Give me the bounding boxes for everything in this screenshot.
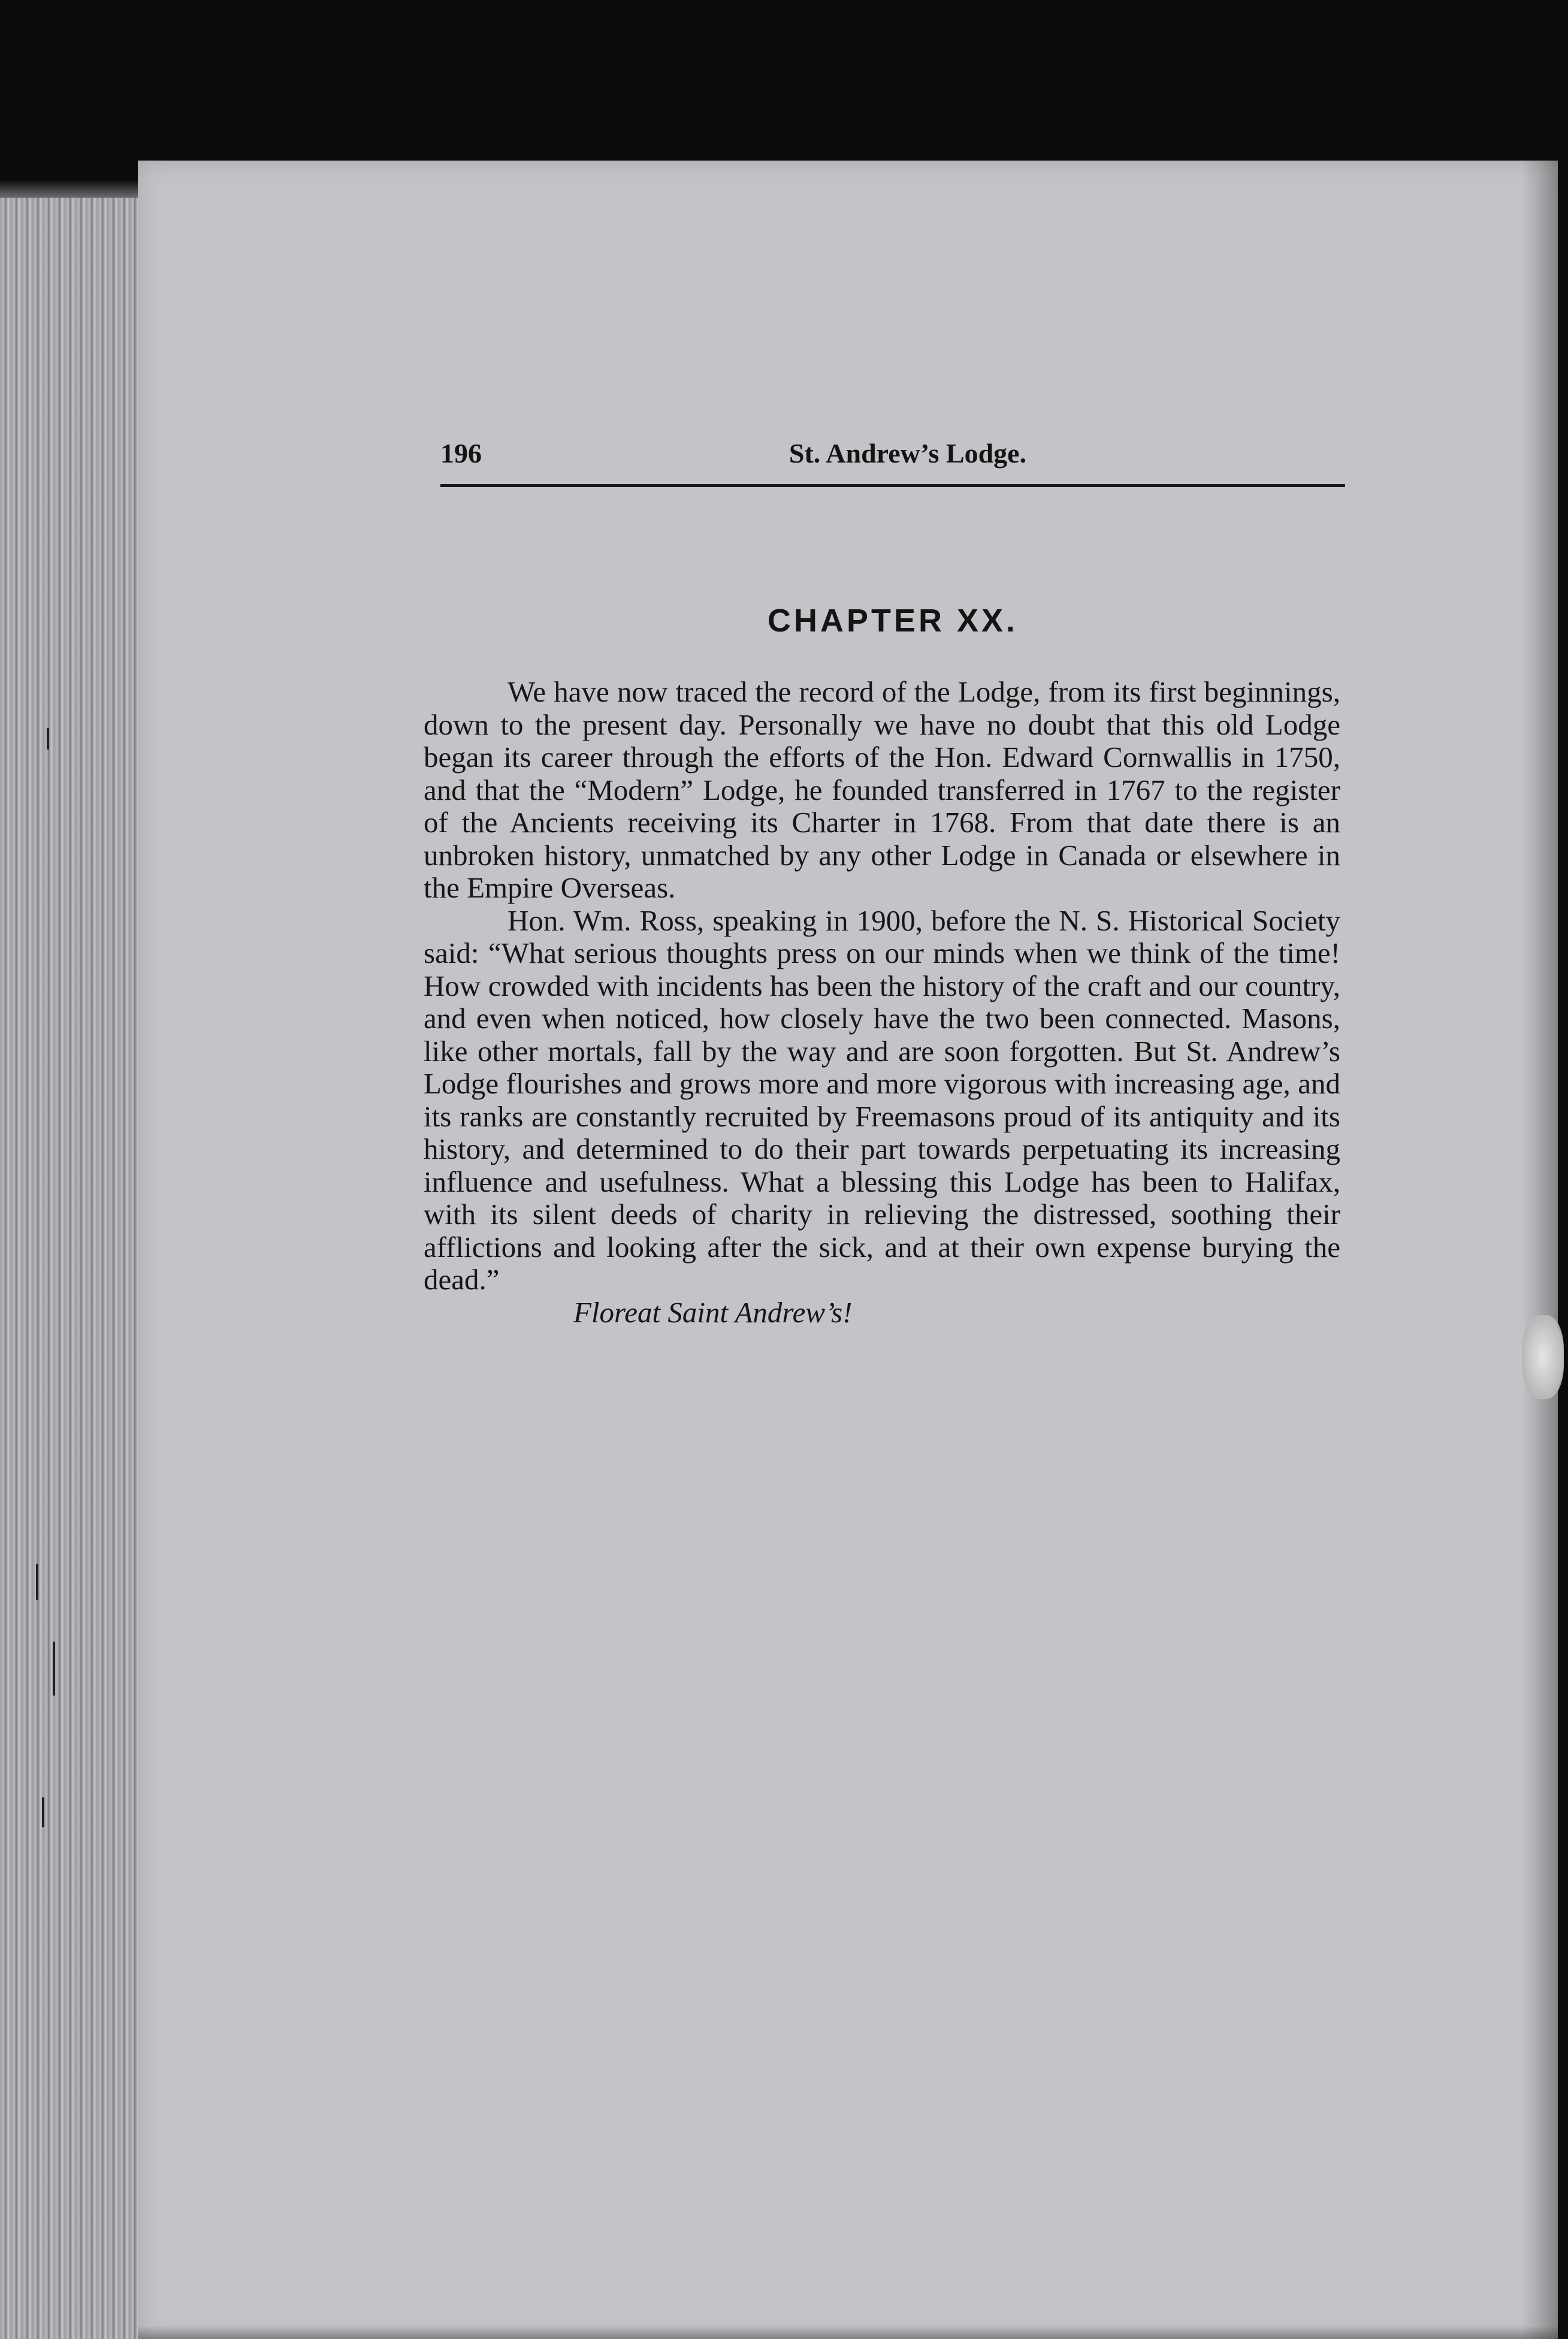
paragraph-2: Hon. Wm. Ross, speaking in 1900, before the N. S. Historical Society said: “What serious thoughts press on our minds when we think of the time! How crowded with incidents has been the history of the craft and our country, and even when noticed, how closely have the two been connected. Masons, like other mortals, fall by the way and are soon forgotten. But St. Andrew’s Lodge flourishes and grows more and more vigorous with increasing age, and its ranks are constantly recruited by Freemasons proud of its antiquity and its history, and determined to do their part towards perpetuating its increasing influence and usefulness. What a blessing this Lodge has been to Halifax, with its silent deeds of charity in relieving the distressed, soothing their afflictions and looking after the sick, and at their own expense burying the dead.” <box>424 903 1340 1296</box>
running-title: St. Andrew’s Lodge. <box>788 438 1027 469</box>
binding-mark <box>42 1797 44 1827</box>
page-bottom-edge <box>138 2326 1558 2339</box>
body-text <box>424 676 1340 1329</box>
page-gutter-shadow <box>1522 161 1558 2339</box>
paragraph-1: We have now traced the record of the Lodge, from its first beginnings, down to the present day. Personally we have no doubt that this old Lodge began its career through the efforts of the Hon. Edward Cornwallis in 1750, and that the “Modern” Lodge, he founded transferred in 1767 to the register of the Ancients receiving its Charter in 1768. From that date there is an unbroken history, unmatched by any other Lodge in Canada or elsewhere in the Empire Overseas. <box>424 675 1340 904</box>
binding-mark <box>47 728 49 750</box>
closing-line: Floreat Saint Andrew’s! <box>573 1295 853 1329</box>
page-edge-smudge <box>1522 1315 1564 1399</box>
page-number: 196 <box>440 438 482 469</box>
page-stack-edges <box>0 198 156 2339</box>
chapter-title: CHAPTER XX. <box>767 603 1019 639</box>
running-head <box>440 431 1345 487</box>
binding-mark <box>36 1564 38 1600</box>
binding-mark <box>53 1642 55 1696</box>
